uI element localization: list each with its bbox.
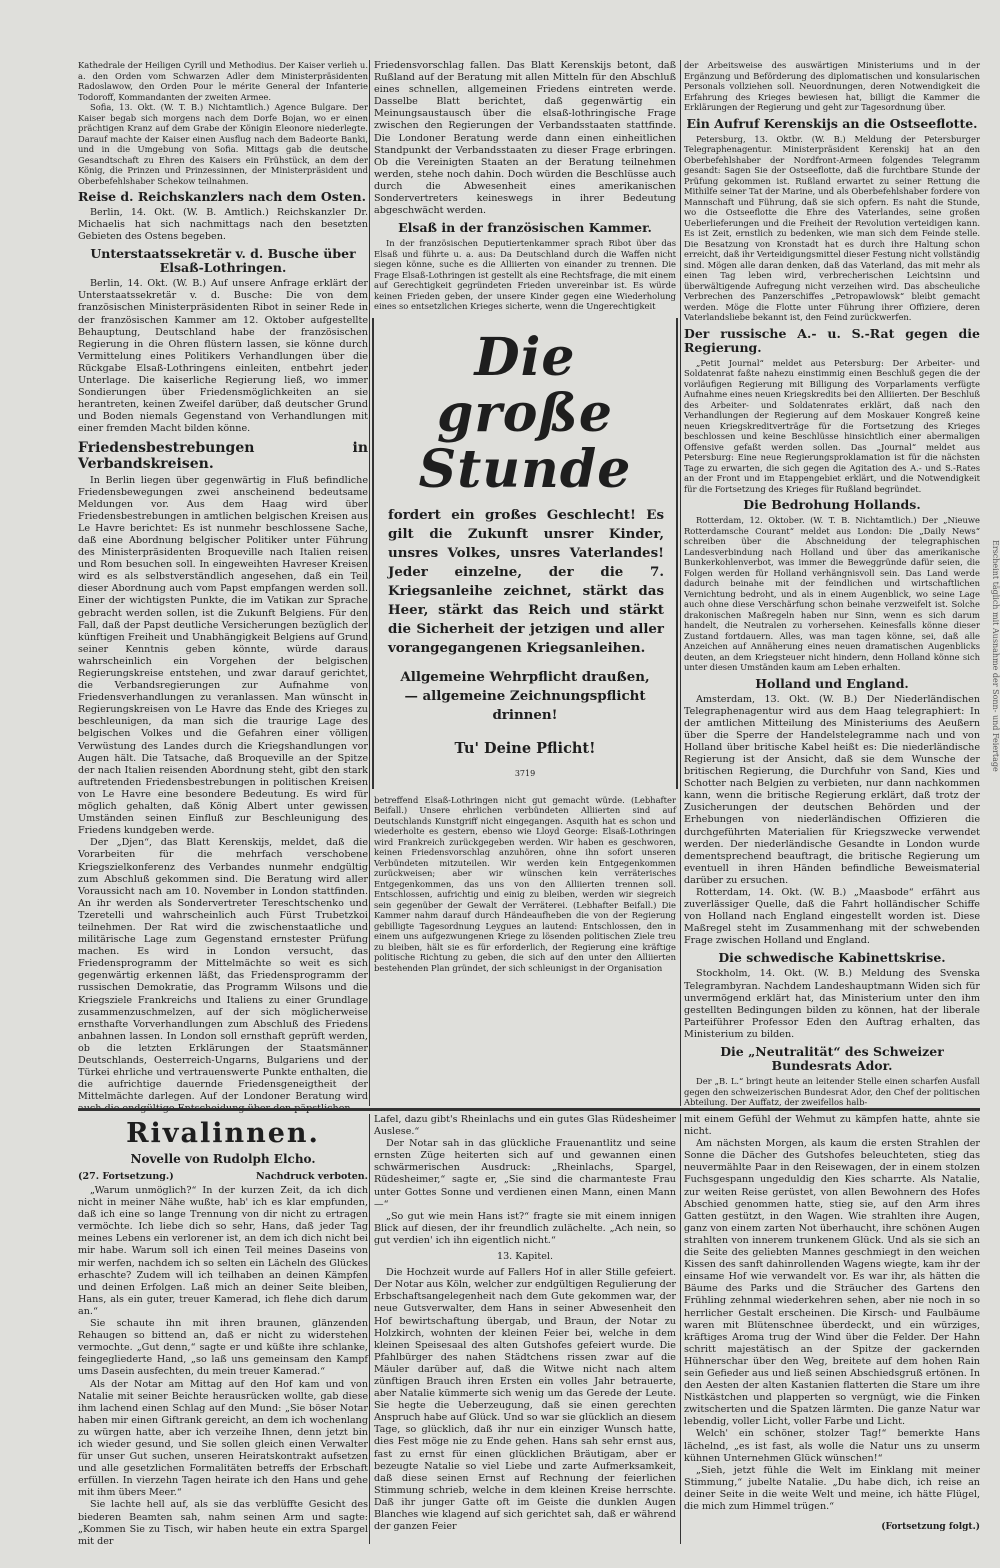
article-text: Amsterdam, 13. Okt. (W. B.) Der Niederländischen Telegraphenagentur wird aus dem Haag telegraphiert: In der amtlichen Mitteilung des Ministeriums des Aeußern über die Sperre der Handelstelegramme nach und von Holland über britische Kabel heißt es: Die niederländische Regierung ist der Ansicht, daß sie dem Wunsche der britischen Regierung, die Durchfuhr von Sand, Kies und Schotter nach Belgien zu verbieten, nur dann nachkommen kann, wenn die britische Regierung erklärt, daß trotz der Zusicherungen der deutschen Behörden und der Erhebungen von niederländischen Offizieren die durchgeführten Materialien für Kriegszwecke verwendet werden. Der niederländische Gesandte in London wurde dementsprechend beauftragt, die britische Regierung um eventuell in ihren Händen befindliche Beweismaterial darüber zu ersuchen.	[684, 693, 980, 886]
article-text: Berlin, 14. Okt. (W. B. Amtlich.) Reichskanzler Dr. Michaelis hat sich nachmittags nach den besetzten Gebieten des Ostens begeben.	[78, 207, 368, 243]
column-3	[684, 60, 980, 1106]
margin-text: Erscheint täglich mit Ausnahme der Sonn- und Feiertage	[991, 540, 1000, 772]
article-text: Der „Djen“, das Blatt Kerenskijs, meldet, daß die Vorarbeiten für die mehrfach verschobene Kriegszielkonferenz des Verbandes nunmehr endgültig zum Abschluß gekommen sind. Die Beratung wird aller Voraussicht nach am 10. November in London stattfinden. An ihr werden als Sondervertreter Tereschtschenko und Tzeretelli und wahrscheinlich auch Fürst Trubetzkoi teilnehmen. Der Rat wird die zwischenstaatliche und militärische Lage zum Gegenstand ernstester Prüfung machen. Es wird in London versucht, das Friedensprogramm der Mittelmächte so weit es sich gegenwärtig erkennen läßt, das Friedensprogramm der russischen Demokratie, das Programm Wilsons und die Kriegsziele Frankreichs und Italiens zu einer Grundlage zusammenzuschmelzen, auf der sich möglicherweise ernsthafte Vorverhandlungen zum Abschluß des Friedens anbahnen lassen. In London soll ernsthaft geprüft werden, ob die letzten Erklärungen der Staatsmänner Deutschlands, Oesterreich-Ungarns, Bulgariens und der Türkei ehrliche und vertrauenswerte Punkte enthalten, die die aufrichtige dauernde Friedensgeneigtheit der Mittelmächte darlegen. Auf der Londoner Beratung wird	[78, 837, 368, 1103]
headline-soviet-vs-government: Der russische A.- u. S.-Rat gegen die Regierung.	[684, 325, 980, 355]
article-text: Rotterdam, 12. Oktober. (W. T. B. Nichtamtlich.) Der „Nieuwe Rotterdamsche Courant“ meldet aus London: Die „Daily News“ schreiben über die Abschneidung der telegraphischen Landesverbindung nach Holland und über das amerikanische Bunkerkohlenverbot, was immer die Beweggründe dafür seien, die Folgen werden für Holland verhängnisvoll sein. Das Land werde dadurch beinahe mit der feindlichen und wirtschaftlichen Vernichtung bedroht, und als in einem Augenblick, wo seine Lage auch ohne diese Verschärfung schon beinahe verzweifelt ist. Solche drakonischen Maßregeln haben nur Sinn, wenn es sich darum handelt, die Neutralen zu vorhersehen. Keinesfalls könne dieser Zustand fortdauern. Alles, was man tagen könne, sei, daß alle Anzeichen auf Annäherung eines neuen dramatischen Augenblicks deuten, an dem Kriegsteuer nicht hindern, denn Holland könne sich unter diesen Umständen kaum am Leben erhalten.	[684, 515, 980, 672]
headline-holland-threat: Die Bedrohung Hollands.	[743, 497, 921, 512]
war-loan-advertisement	[372, 318, 678, 789]
novel-text: Als der Notar am Mittag auf den Hof kam und von Natalie mit seiner Beichte herausrücken wollte, gab diese ihm lachend einen Schlag auf den Mund: „Sie böser Notar haben mir einen Giftrank gereicht, an dem ich wochenlang zu würgen hatte, aber ich verzeihe Ihnen, denn jetzt bin ich wieder gesund, und Sie sollen gleich einen Verwalter für unser Gut suchen, unseren Heiratskontrakt aufsetzen und alle gesetzlichen Formalitäten betreffs der Erbschaft erfüllen. In vierzehn Tagen heirate ich den Hans und gehe mit ihm übers Meer.“	[78, 1378, 368, 1499]
headline-busche: Unterstaatssekretär v. d. Busche über Elsaß-Lothringen.	[90, 246, 356, 276]
headline-holland-england: Holland und England.	[755, 675, 909, 691]
article-text: In Berlin liegen über gegenwärtig in Fluß befindliche Friedensbewegungen zwei anscheinend bedeutsame Meldungen vor. Aus dem Haag wird über Friedensbestrebungen in amtlichen belgischen Kreisen aus Le Havre berichtet: Es ist nunmehr beschlossene Sache, daß eine Abordnung belgischer Politiker unter Führung des Ministerpräsidenten Broqueville nach Italien reisen und Rom besuchen soll. In eingeweihten Havreser Kreisen wird es als selbstverständlich angesehen, daß ein Teil dieser Abordnung auch vom Papst empfangen werden soll. Einer der wichtigsten Punkte, die im Vatikan zur Sprache gebracht werden sollen, ist die Zukunft Belgiens. Für den Fall, daß der Papst deutliche Versicherungen bezüglich der künftigen Freiheit und Unabhängigkeit Belgiens auf Grund seiner Kenntnis geben könnte, würde daraus wahrscheinlich ein Vorgehen der belgischen Regierungskreise entstehen, und zwar darauf gerichtet, die Verbandsregierungen zur Aufnahme von Friedensverhandlungen zu veranlassen. Man wünscht in Regierungskreisen von Le Havre das Ende des Krieges zu beschleunigen, da man sich die traurige Lage des belgischen Volkes und die Gefahren einer völligen Verwüstung des Landes durch die Kriegshandlungen vor Augen hält. Die Tatsache, daß Broqueville an der Spitze der nach Italien reisenden Abordnung steht, gibt den stark auftretenden Friedensbestrebungen in politischen Kreisen von Le Havre eine besondere Bedeutung. Es wird für möglich gehalten, daß König Albert unter gewissen Umständen seinen Einfluß zur Beschleunigung des Friedens kundgeben werde.	[78, 474, 368, 837]
article-text: Friedensvorschlag fallen. Das Blatt Kerenskijs betont, daß Rußland auf der Beratung mit allen Mitteln für den Abschluß eines schnellen, allgemeinen Friedens eintreten werde. Dasselbe Blatt berichtet, daß gegenwärtig ein Meinungsaustausch über die elsaß-lothringische Frage zwischen den Regierungen der Verbandsstaaten stattfinde. Die Londoner Beratung werde dann einen einheitlichen Standpunkt der Verbandsstaaten zu dieser Frage erbringen. Ob die Vereinigten Staaten an der Beratung teilnehmen werden, stehe noch dahin. Doch würden die Beschlüsse auch durch die Abwesenheit eines amerikanischen Sondervertreters keineswegs in ihrer Bedeutung abgeschwächt werden.	[374, 60, 676, 217]
article-text: Stockholm, 14. Okt. (W. B.) Meldung des Svenska Telegrambyran. Nachdem Landeshauptmann Widen sich für unvermögend erklärt hat, das Ministerium unter den ihm gestellten Bedingungen bilden zu können, hat der liberale Parteiführer Professor Eden den Auftrag erhalten, das Ministerium zu bilden.	[684, 968, 980, 1040]
novel-meta	[78, 1171, 368, 1183]
installment-label: (27. Fortsetzung.)	[78, 1171, 174, 1182]
ad-headline	[374, 326, 676, 500]
novel-text: Sie schaute ihn mit ihren braunen, glänzenden Rehaugen so bittend an, daß er nicht zu widerstehen vermochte. „Gut denn,“ sagte er und küßte ihre schlanke, feingegliederte Hand, „so laß uns gemeinsam den Kampf ums Dasein ausfechten, du mein treuer Kamerad.“	[78, 1318, 368, 1378]
continued-notice: (Fortsetzung folgt.)	[881, 1522, 980, 1533]
article-text: der Arbeitsweise des auswärtigen Ministeriums und in der Ergänzung und Beförderung des diplomatischen und konsularischen Personals vollziehen soll. Neuordnungen, deren Notwendigkeit die Erfahrung des Krieges bewiesen hat, billigt die Kammer die Erklärungen der Regierung und geht zur Tagesordnung über.	[684, 60, 980, 112]
ad-body: fordert ein großes Geschlecht! Es gilt die Zukunft unsrer Kinder, unsres Volkes, unsres Vaterlandes! Jeder einzelne, der die 7. Kriegsanleihe zeichnet, stärkt das Heer, stärkt das Reich und stärkt die Sicherheit der jetzigen und aller vorangegangenen Kriegsanleihen.	[388, 506, 664, 656]
novel-text: Lafel, dazu gibt's Rheinlachs und ein gutes Glas Rüdesheimer Auslese.“	[374, 1114, 676, 1138]
novel-text: Welch' ein schöner, stolzer Tag!“ bemerkte Hans lächelnd, „es ist fast, als wolle die Natur uns zu unserm kühnen Unternehmen Glück wünschen!“	[684, 1428, 980, 1464]
feuilleton-divider	[78, 1108, 980, 1111]
reprint-notice: Nachdruck verboten.	[256, 1171, 368, 1182]
column-divider	[680, 1114, 681, 1544]
article-text: Kathedrale der Heiligen Cyrill und Methodius. Der Kaiser verlieh u. a. den Orden vom Schwarzen Adler dem Ministerpräsidenten Radoslawow, den Orden Pour le mérite General der Infanterie Todoroff, Kommandanten der zweiten Armee.	[78, 60, 368, 102]
headline-kerensky-appeal: Ein Aufruf Kerenskijs an die Ostseeflotte.	[686, 115, 978, 131]
headline-swiss-neutrality: Die „Neutralität“ des Schweizer Bundesrats Ador.	[720, 1044, 944, 1074]
column-divider	[680, 60, 681, 1106]
article-text: Sofia, 13. Okt. (W. T. B.) Nichtamtlich.) Agence Bulgare. Der Kaiser begab sich morgens nach dem Dorfe Bojan, wo er einen prächtigen Kranz auf dem Grabe der Königin Eleonore niederlegte. Darauf machte der Kaiser einen Ausflug nach dem Badeorte Banki, und in die Umgebung von Sofia. Mittags gab die deutsche Gesandtschaft zu Ehren des Kaisers ein Frühstück, an dem der König, die Prinzen und Prinzessinnen, der Ministerpräsident und Oberbefehlshaber Schekow teilnahmen.	[78, 102, 368, 186]
novel-text: Der Notar sah in das glückliche Frauenantlitz und seine ernsten Züge heiterten sich auf und gewannen einen schwärmerischen Ausdruck: „Rheinlachs, Spargel, Rüdesheimer,“ sagte er, „Sie sind die charmanteste Frau unter Gottes Sonne und verdienen einen Mann, einen Mann —“	[374, 1138, 676, 1210]
article-text: Berlin, 14. Okt. (W. B.) Auf unsere Anfrage erklärt der Unterstaatssekretär v. d. Busche: Die von dem französischen Ministerpräsidenten Ribot in seiner Rede in der französischen Kammer am 12. Oktober aufgestellte Behauptung, Deutschland habe der französischen Regierung in die Ohren flüstern lassen, sie könne durch Vermittelung eines Politikers Verhandlungen über die Rückgabe Elsaß-Lothringens einleiten, entbehrt jeder Unterlage. Die kaiserliche Regierung ließ, wo immer Sondierungen über Friedensmöglichkeiten an sie herantreten, keinen Zweifel darüber, daß deutscher Grund und Boden niemals Gegenstand von Verhandlungen mit einer fremden Macht bilden könne.	[78, 278, 368, 435]
ad-headline-line: Die	[474, 326, 576, 388]
ad-call-to-action: Tu' Deine Pflicht!	[454, 739, 596, 757]
ad-headline-line: Stunde	[418, 438, 632, 500]
column-2	[374, 60, 676, 1106]
article-text: Der „B. L.“ bringt heute an leitender Stelle einen scharfen Ausfall gegen den schweizerischen Bundesrat Ador, den Chef der politischen Abteilung. Der Auffatz, der zweifellos halb-	[684, 1076, 980, 1108]
ad-number: 3719	[514, 768, 536, 778]
ad-slogan: Allgemeine Wehrpflicht draußen, — allgemeine Zeichnungspflicht drinnen!	[400, 668, 650, 723]
headline-alsace-chamber: Elsaß in der französischen Kammer.	[398, 220, 652, 236]
novel-column-3	[684, 1114, 980, 1554]
novel-text: Sie lachte hell auf, als sie das verblüffte Gesicht des biederen Beamten sah, nahm seinen Arm und sagte: „Kommen Sie zu Tisch, wir haben heute ein extra Spargel mit der	[78, 1499, 368, 1547]
column-divider	[369, 1114, 370, 1544]
headline-peace-efforts: Friedensbestrebungen in Verbandskreisen.	[78, 439, 368, 472]
novel-column-2	[374, 1114, 676, 1554]
novel-text: mit einem Gefühl der Wehmut zu kämpfen hatte, ahnte sie nicht.	[684, 1114, 980, 1138]
headline-swedish-crisis: Die schwedische Kabinettskrise.	[718, 950, 946, 966]
novel-text: Die Hochzeit wurde auf Fallers Hof in aller Stille gefeiert. Der Notar aus Köln, welcher zur endgültigen Regulierung der Erbschaftsangelegenheit nach dem Gute gekommen war, der neue Gutsverwalter, dem Hans in seiner Abwesenheit den Hof bewirtschaftung übergab, und Braun, der Notar zu Holzkirch, wohnten der kleinen Feier bei, welche in dem kleinen Speisesaal des alten Gutshofes gefeiert wurde. Die Pfahlbürger des nahen Städtchens rissen zwar auf die Mäuler darüber auf, daß die Witwe nicht nach altem zünftigen Brauch ihren Ersten ein volles Jahr betrauerte, aber Natalie kümmerte sich wenig um das Gerede der Leute. Sie hegte die Ueberzeugung, daß sie einen gerechten Anspruch habe auf Glück. Und so war sie glücklich an diesem Tage, so glücklich, daß ihr nur ein einziger Wunsch hatte, dies Fest möge nie zu Ende gehen. Hans sah sehr ernst aus, fast zu ernst für einen glücklichen Bräutigam, aber er bezeugte Natalie so viel Liebe und zarte Aufmerksamkeit, daß diese seinen Ernst auf Rechnung der feierlichen Stimmung schrieb, welche in dem kleinen Kreise herrschte. Daß ihr junger Gatte oft im Geiste die dunklen Augen Blanches wie klagend auf sich gerichtet sah, daß er während der ganzen Feier	[374, 1267, 676, 1533]
article-text: Petersburg, 13. Oktbr. (W. B.) Meldung der Petersburger Telegraphenagentur. Ministerpräsident Kerenskij hat an den Oberbefehlshaber der Nordfront-Armeen folgendes Telegramm gesandt: Sagen Sie der Ostseeflotte, daß die furchtbare Stunde der Prüfung gekommen ist. Rußland erwartet zu seiner Rettung die Mithilfe seiner Tat der Marine, und als Oberbefehlshaber fordere von Mannschaft und Führung, daß sie sich opfern. Es naht die Stunde, wo die Ostseeflotte die Ehre des Vaterlandes, seine großen Ueberlieferungen und die Freiheit der Revolution verteidigen kann. Es ist Zeit, ernstlich zu bedenken, wie man sich dem Feinde stelle. Die Besatzung von Kronstadt hat es durch ihre Haltung schon erreicht, daß ihr Verteidigungsmittel dieser Festung nicht vollständig sind. Mögen alle daran denken, daß das Vaterland, das mit mehr als einen Tag leben wird, verbrecherischen Leichtsinn und überwältigende Aufregung nicht verzeihen wird. Das abscheuliche Verbrechen des Panzerschiffes „Petropawlowsk“ bleibt gemacht werden. Möge die Flotte unter Führung ihrer Offiziere, deren Vaterlandsliebe bekannt ist, den Feind zurückwerfen.	[684, 133, 980, 322]
novel-column-1	[78, 1114, 368, 1554]
article-text: betreffend Elsaß-Lothringen nicht gut gemacht würde. (Lebhafter Beifall.) Unsere ehrlichen verbündeten Alliierten sind auf Deutschlands Kunstgriff nicht eingegangen. Asquith hat es schon und wiederholte es gestern, ebenso wie Lloyd George: Elsaß-Lothringen wird Frankreich zurückgegeben werden. Wir haben es geschworen, keinen Friedensvorschlag anzuhören, ohne ihn sofort unseren Verbündeten mitzuteilen. Wir werden kein Entgegenkommen zurückweisen; aber wir wünschen kein verräterisches Entgegenkommen, das uns von den Alliierten trennen soll. Entschlossen, aufrichtig und einig zu bleiben, werden wir siegreich sein gegenüber der Gewalt der Verräterei. (Lebhafter Beifall.) Die Kammer nahm darauf durch Händeaufheben die von der Regierung gebilligte Tagesordnung Leygues an lautend: Entschlossen, den in einem uns aufgezwungenen Kriege zu lösenden politischen Ziele treu zu bleiben, hält sie es für erforderlich, der Regierung eine kräftige politische Richtung zu geben, die sich auf den unter den Alliierten bestehenden Plan gründet, der sich schleunigst in der Organisation	[374, 794, 676, 973]
novel-text: „Warum unmöglich?“ In der kurzen Zeit, da ich dich nicht in meiner Nähe wußte, hab' ich es klar empfunden, daß ich eine so lange Trennung von dir nicht zu ertragen vermöchte. Ich liebe dich so sehr, Hans, daß jeder Tag meines Lebens ein verlorener ist, an dem ich dich nicht bei mir habe. Warum soll ich einen Teil meines Daseins von mir werfen, nachdem ich so selten ein Lächeln des Glückes erhaschte? Zudem will ich teilhaben an deinen Kämpfen und deinen Erfolgen. Laß mich an deiner Seite bleiben, Hans, als ein guter, treuer Kamerad, ich flehe dich darum an.“	[78, 1185, 368, 1317]
headline-chancellor-trip: Reise d. Reichskanzlers nach dem Osten.	[78, 189, 366, 204]
novel-subtitle: Novelle von Rudolph Elcho.	[130, 1152, 316, 1166]
novel-title: Rivalinnen.	[126, 1118, 320, 1149]
column-divider	[369, 60, 370, 1106]
article-text: In der französischen Deputiertenkammer sprach Ribot über das Elsaß und führte u. a. aus: Da Deutschland durch die Waffen nicht siegen könne, suche es die Alliierten von einander zu trennen. Die Frage Elsaß-Lothringen ist gestellt als eine Rechtsfrage, die mit einem auf Gerechtigkeit gegründeten Frieden unvereinbar ist. Es würde keinen Frieden geben, der unsere Kinder gegen eine Wiederholung eines so entsetzlichen Krieges sicherte, wenn die Ungerechtigkeit	[374, 238, 676, 312]
novel-text: Am nächsten Morgen, als kaum die ersten Strahlen der Sonne die Dächer des Gutshofes beleuchteten, stieg das neuvermählte Paar in den Reisewagen, der in einem stolzen Fuchsgespann ungeduldig den Kies scharrte. Als Natalie, zur weiten Reise gerüstet, von allen Bewohnern des Hofes Abschied genommen hatte, stieg sie, auf den Arm ihres Gatten gestützt, in den Wagen. Wie strahlten ihre Augen, ganz von einem zarten Not überhaucht, ihre schönen Augen strahlten von innerem trunkenem Glück. Und als sie sich an die Seite des geliebten Mannes geschmiegt in den weichen Kissen des sanft dahinrollenden Wagens wiegte, kam ihr der einsame Hof wie verwandelt vor. Es war ihr, als hätten die Bäume des Parks und die Sträucher des Gartens den Frühling zehnmal wiederkehren sehen, aber nie noch in so herrlicher Gestalt erscheinen. Die Kirsch- und Faulbäume waren mit Blütenschnee überdeckt, und ein würziges, kräftiges Aroma trug der Wind über die Felder. Der Hahn schritt majestätisch an der Spitze der gackernden Hühnerschar über den Weg, breitete auf dem hohen Rain sein Gefieder aus und ließ seinen Abschiedsgruß ertönen. In den Aesten der alten Kastanien flatterten die Stare um ihre Nistkästchen und plapperten so vergnügt, wie die Finken zwitscherten und die Spatzen lärmten. Die ganze Natur war lebendig, voller Licht, voller Farbe und Licht.	[684, 1138, 980, 1428]
novel-text: „So gut wie mein Hans ist?“ fragte sie mit einem innigen Blick auf diesen, der ihr freundlich zulächelte. „Ach nein, so gut verdien' ich ihn eigentlich nicht.“	[374, 1210, 676, 1246]
ad-headline-line: große	[436, 382, 614, 444]
chapter-heading: 13. Kapitel.	[496, 1251, 554, 1263]
article-text: Rotterdam, 14. Okt. (W. B.) „Maasbode“ erfährt aus zuverlässiger Quelle, daß die Fahrt holländischer Schiffe von Holland nach England eingestellt worden ist. Diese Maßregel steht im Zusammenhang mit der schwebenden Frage zwischen Holland und England.	[684, 887, 980, 947]
article-text: „Petit Journal“ meldet aus Petersburg: Der Arbeiter- und Soldatenrat faßte nahezu einstimmig einen Beschluß gegen die der vorläufigen Regierung mit Billigung des Vorparlaments verfügte Aufnahme eines neuen Kriegskredits bei den Alliierten. Der Beschluß des Arbeiter- und Soldatenrates erklärt, daß nach den Verhandlungen der Regierung auf dem Moskauer Kongreß keine neuen Kriegskreditverträge für die Fortsetzung des Krieges beschlossen und keine Beschlüsse hinsichtlich einer abermaligen Offensive gefaßt werden sollen. Das „Journal“ meldet aus Petersburg: Eine neue Regierungsproklamation ist für die nächsten Tage zu erwarten, die sich gegen die Agitation des A.- und S.-Rates an der Front und im Etappengebiet erklärt, und die Notwendigkeit für die Fortsetzung des Krieges für Rußland begründet.	[684, 357, 980, 494]
novel-text: „Sieh, jetzt fühle die Welt im Einklang mit meiner Stimmung,“ jubelte Natalie. „Du habe dich, ich reise an deiner Seite in die weite Welt und meine, ich hätte Flügel, die mich zum Himmel trügen.“	[684, 1464, 980, 1512]
column-1	[78, 60, 368, 1106]
